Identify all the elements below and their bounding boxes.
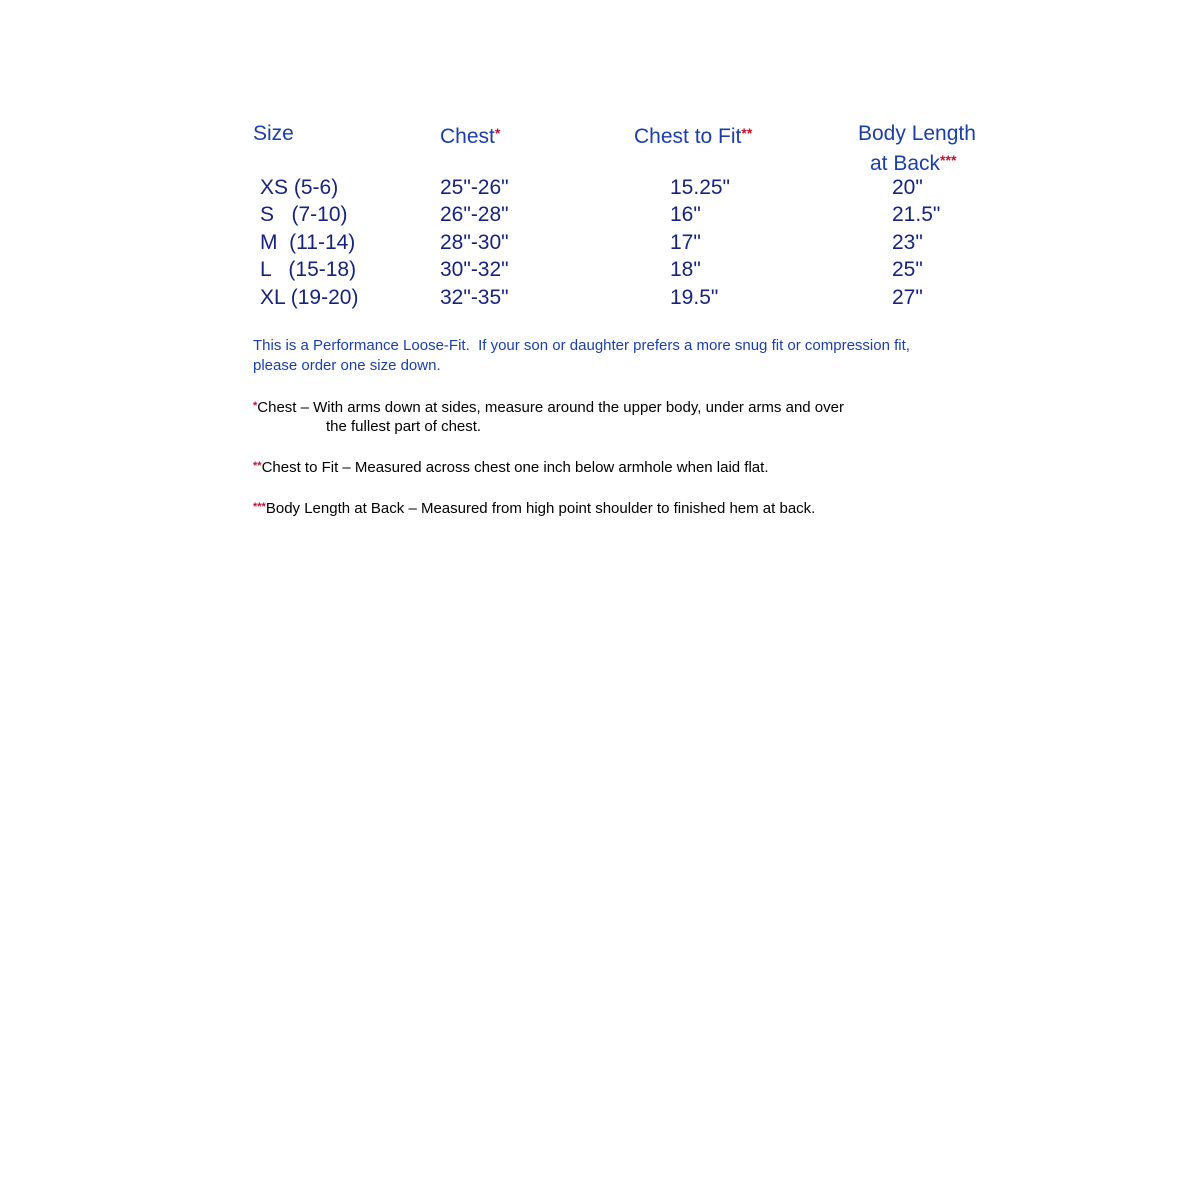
footnote-body-length-mark: *** xyxy=(253,501,266,513)
row-body-length: 23" xyxy=(892,231,923,254)
header-chest-to-fit-label: Chest to Fit xyxy=(634,125,742,148)
header-chest-to-fit xyxy=(634,120,752,150)
row-size: L (15-18) xyxy=(260,258,357,281)
footnote-chest-to-fit-text: Chest to Fit – Measured across chest one inch below armhole when laid flat. xyxy=(261,459,769,476)
footnote-chest-line1: Chest – With arms down at sides, measure around the upper body, under arms and over xyxy=(257,399,844,416)
row-chest: 26"-28" xyxy=(440,203,509,226)
header-body-length-line2: at Back xyxy=(870,152,941,175)
row-size: M (11-14) xyxy=(260,231,356,254)
footnote-chest-mark: * xyxy=(253,400,258,412)
header-chest-label: Chest xyxy=(440,125,495,148)
row-size: S (7-10) xyxy=(260,203,348,226)
row-chest-to-fit: 17" xyxy=(670,231,701,254)
header-body-length-line1: Body Length xyxy=(858,122,976,145)
fit-note-line2: please order one size down. xyxy=(253,357,441,374)
row-body-length: 27" xyxy=(892,286,923,309)
header-body-length xyxy=(858,120,976,147)
header-chest-to-fit-mark: ** xyxy=(741,125,753,141)
footnote-chest-to-fit xyxy=(253,457,769,477)
row-body-length: 20" xyxy=(892,176,923,199)
row-chest: 30"-32" xyxy=(440,258,509,281)
footnote-body-length xyxy=(253,498,815,518)
row-size: XS (5-6) xyxy=(260,176,339,199)
row-body-length: 21.5" xyxy=(892,203,941,226)
row-body-length: 25" xyxy=(892,258,923,281)
row-chest-to-fit: 19.5" xyxy=(670,286,719,309)
footnote-chest-line2: the fullest part of chest. xyxy=(326,418,482,435)
header-size-label: Size xyxy=(253,122,294,145)
row-chest: 28"-30" xyxy=(440,231,509,254)
header-chest xyxy=(440,120,500,150)
header-size xyxy=(253,120,294,147)
row-chest-to-fit: 15.25" xyxy=(670,176,731,199)
header-chest-mark: * xyxy=(494,125,501,141)
row-chest-to-fit: 18" xyxy=(670,258,701,281)
footnote-chest xyxy=(253,397,844,436)
row-chest-to-fit: 16" xyxy=(670,203,701,226)
row-chest: 25"-26" xyxy=(440,176,509,199)
header-body-length-line2-wrap xyxy=(870,147,956,177)
fit-note-line1: This is a Performance Loose-Fit. If your son or daughter prefers a more snug fit or compression fit, xyxy=(253,337,910,354)
row-chest: 32"-35" xyxy=(440,286,509,309)
footnote-chest-to-fit-mark: ** xyxy=(253,460,262,472)
row-size: XL (19-20) xyxy=(260,286,359,309)
header-body-length-mark: *** xyxy=(940,152,957,168)
footnote-body-length-text: Body Length at Back – Measured from high point shoulder to finished hem at back. xyxy=(265,500,816,517)
